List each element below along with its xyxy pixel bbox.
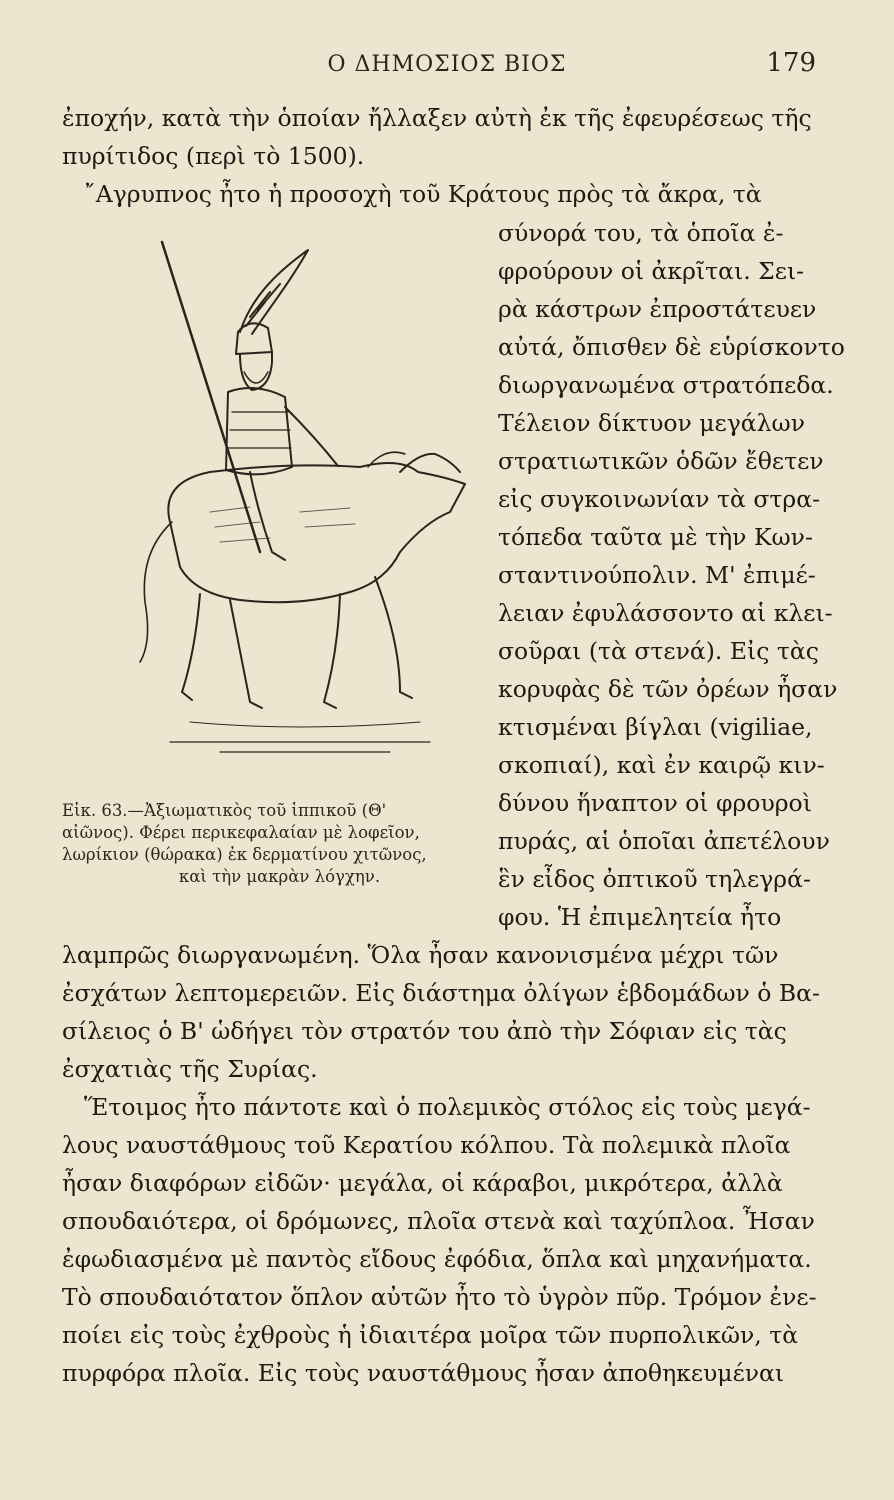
text-line: σύνορά του, τὰ ὁποῖα ἐ- xyxy=(498,219,784,247)
text-line: λειαν ἐφυλάσσοντο αἱ κλει- xyxy=(498,599,833,627)
text-line: στρατιωτικῶν ὁδῶν ἔθετεν xyxy=(498,447,824,475)
text-line: ἐσχατιὰς τῆς Συρίας. xyxy=(62,1055,318,1083)
text-line: πυράς, αἱ ὁποῖαι ἀπετέλουν xyxy=(498,827,830,855)
text-line: σκοπιαί), καὶ ἐν καιρῷ κιν- xyxy=(498,751,825,779)
figure-caption xyxy=(62,800,497,888)
text-line: σίλειος ὁ Β' ὡδήγει τὸν στρατόν του ἀπὸ τὴν Σόφιαν εἰς τὰς xyxy=(62,1017,787,1045)
text-line: κορυφὰς δὲ τῶν ὀρέων ἦσαν xyxy=(498,675,838,703)
text-line: λαμπρῶς διωργανωμένη. Ὅλα ἦσαν κανονισμένα μέχρι τῶν xyxy=(62,941,779,969)
text-line: τόπεδα ταῦτα μὲ τὴν Κων- xyxy=(498,523,813,551)
caption-line: λωρίκιον (θώρακα) ἐκ δερματίνου χιτῶνος, xyxy=(62,845,427,864)
text-line: δύνου ἥναπτον οἱ φρουροὶ xyxy=(498,789,812,817)
text-line: Τέλειον δίκτυον μεγάλων xyxy=(498,409,805,437)
text-line: κτισμέναι βίγλαι (vigiliae, xyxy=(498,713,813,741)
cavalry-officer-engraving xyxy=(100,222,480,802)
text-line: ἐσχάτων λεπτομερειῶν. Εἰς διάστημα ὀλίγων ἑβδομάδων ὁ Βα- xyxy=(62,979,820,1007)
text-line: φου. Ἡ ἐπιμελητεία ἦτο xyxy=(498,903,782,931)
lance-icon xyxy=(162,242,260,552)
caption-line: Εἰκ. 63.—Ἀξιωματικὸς τοῦ ἱππικοῦ (Θ' xyxy=(62,801,387,820)
running-title: Ο ΔΗΜΟΣΙΟΣ ΒΙΟΣ xyxy=(327,52,567,77)
text-line: Ἕτοιμος ἦτο πάντοτε καὶ ὁ πολεμικὸς στόλος εἰς τοὺς μεγά- xyxy=(84,1093,811,1121)
text-line: Τὸ σπουδαιότατον ὅπλον αὐτῶν ἦτο τὸ ὑγρὸν πῦρ. Τρόμον ἐνε- xyxy=(62,1283,817,1311)
text-line: λους ναυστάθμους τοῦ Κερατίου κόλπου. Τὰ πολεμικὰ πλοῖα xyxy=(62,1131,791,1159)
text-line: πυρφόρα πλοῖα. Εἰς τοὺς ναυστάθμους ἦσαν ἀποθηκευμέναι xyxy=(62,1359,785,1387)
text-line: σπουδαιότερα, οἱ δρόμωνες, πλοῖα στενὰ καὶ ταχύπλοα. Ἦσαν xyxy=(62,1207,815,1235)
caption-line: καὶ τὴν μακρὰν λόγχην. xyxy=(178,867,381,886)
text-line: αὐτά, ὄπισθεν δὲ εὑρίσκοντο xyxy=(498,333,845,361)
text-line: ἦσαν διαφόρων εἰδῶν· μεγάλα, οἱ κάραβοι, μικρότερα, ἀλλὰ xyxy=(62,1169,783,1197)
caption-line: αἰῶνος). Φέρει περικεφαλαίαν μὲ λοφεῖον, xyxy=(62,823,420,842)
text-line: πυρίτιδος (περὶ τὸ 1500). xyxy=(62,142,365,170)
horse-body-icon xyxy=(168,463,465,602)
text-line: ἓν εἶδος ὀπτικοῦ τηλεγρά- xyxy=(498,865,811,893)
text-line: διωργανωμένα στρατόπεδα. xyxy=(498,371,834,399)
text-line: φρούρουν οἱ ἀκρῖται. Σει- xyxy=(498,257,805,285)
text-line: ἐφωδιασμένα μὲ παντὸς εἴδους ἐφόδια, ὅπλα καὶ μηχανήματα. xyxy=(62,1245,812,1273)
text-line: ποίει εἰς τοὺς ἐχθροὺς ἡ ἰδιαιτέρα μοῖρα τῶν πυρπολικῶν, τὰ xyxy=(62,1321,799,1349)
text-line: σοῦραι (τὰ στενά). Εἰς τὰς xyxy=(498,637,819,665)
text-line: ρὰ κάστρων ἐπροστάτευεν xyxy=(498,295,817,323)
text-line: εἰς συγκοινωνίαν τὰ στρα- xyxy=(498,485,821,513)
text-line: σταντινούπολιν. Μ' ἐπιμέ- xyxy=(498,561,816,589)
text-line: ῎Αγρυπνος ἦτο ἡ προσοχὴ τοῦ Κράτους πρὸς τὰ ἄκρα, τὰ xyxy=(84,180,762,208)
text-line: ἐποχήν, κατὰ τὴν ὁποίαν ἤλλαξεν αὐτὴ ἐκ τῆς ἐφευρέσεως τῆς xyxy=(62,104,812,132)
page-number: 179 xyxy=(766,48,816,78)
